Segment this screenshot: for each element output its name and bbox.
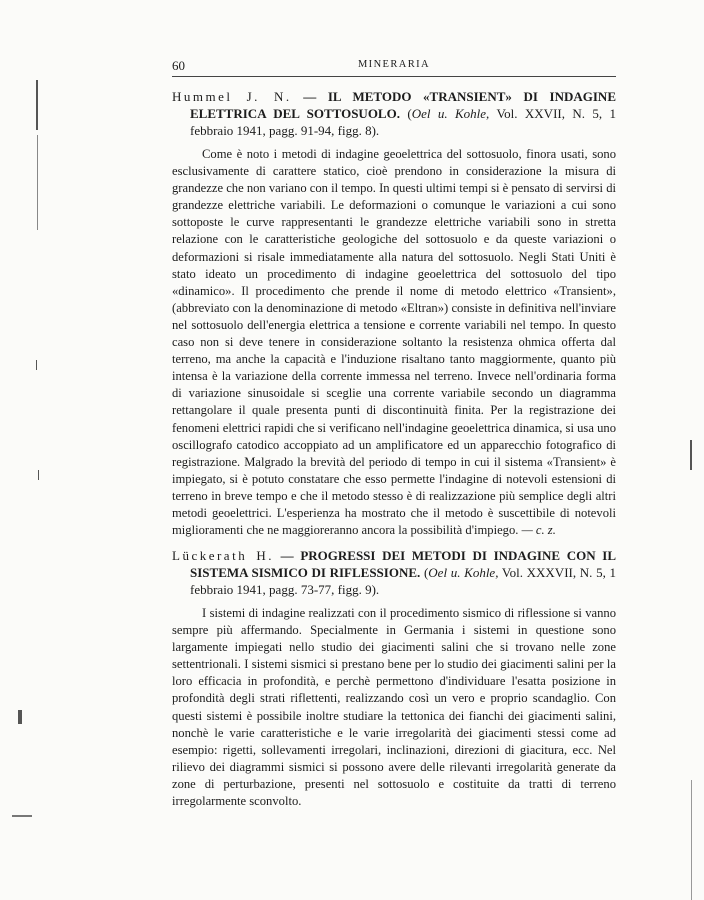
header-rule: [172, 76, 616, 77]
entry-dash: —: [291, 89, 328, 104]
entry-body: I sistemi di indagine realizzati con il procedimento sismico di riflessione si vanno sempre più affermando. Specialmente in Germania i sistemi in questione sono largamente impiegati nello studio dei giacimenti salini che si trovano nelle zone settentrionali. I sistemi sismici si prestano bene per lo studio dei giacimenti salini per la loro efficacia in profondità, e perchè permettono d'individuare l'esatta posizione in profondità degli strati riflettenti, realizzando così un vero e proprio scandaglio. Con questi sistemi è possibile inoltre studiare la tettonica dei fianchi dei giacimenti salini, nonchè le varie caratteristiche e le varie irregolarità dei giacimenti stessi come ad esempio: rigetti, sollevamenti irregolari, inclinazioni, direzioni di giacitura, ecc. Nel rilievo dei diagrammi sismici si possono avere delle rilevanti irregolarità generate da zone di perturbazione, presenti nel sottosuolo e costituite da tratti di terreno irregolarmente sconvolto.: [172, 606, 616, 809]
scan-mark: [690, 440, 692, 470]
citation-details: Vol. XXXVII, N. 5, 1 febbraio 1941, pagg. 73-77, figg. 9).: [190, 565, 616, 597]
right-margin-scan-marks: [684, 0, 704, 900]
scan-mark: [691, 780, 692, 900]
scan-mark: [18, 710, 22, 724]
entry-author: Lückerath H.: [172, 548, 274, 563]
page-header: [172, 54, 616, 74]
left-margin-scan-marks: [0, 0, 60, 900]
entry-citation: (Oel u. Kohle, Vol. XXVII, N. 5, 1 febbraio 1941, pagg. 91-94, figg. 8).: [190, 106, 617, 138]
entry-signature: — c. z.: [521, 523, 556, 538]
abstract-entry: [172, 547, 616, 810]
citation-details: Vol. XXVII, N. 5, 1 febbraio 1941, pagg. 91-94, figg. 8).: [190, 106, 617, 138]
entry-title: PROGRESSI DEI METODI DI INDAGINE CON IL SISTEMA SISMICO DI RIFLESSIONE.: [190, 548, 616, 580]
scan-mark: [12, 815, 32, 817]
entry-body-text: Come è noto i metodi di indagine geoelettrica del sottosuolo, finora usati, sono esclusivamente di carattere statico, cioè prendono in considerazione la misura di grandezze che non variano con il tempo. In questi ultimi tempi si è pensato di servirsi di grandezze elettriche variabili. Le deformazioni o comunque le variazioni a cui sono sottoposte le curve rappresentanti le grandezze elettriche variabili sono in stretta relazione con le caratteristiche geologiche del sottosuolo e da queste variazioni o deformazioni si risale immediatamente alla natura del sottosuolo. Negli Stati Uniti è stato ideato un procedimento di indagine geoelettrica del sottosuolo del tipo «dinamico». Il procedimento che prende il nome di metodo elettrico «Transient», (abbreviato con la denominazione di metodo «Eltran») consiste in definitiva nell'inviare nel sottosuolo dell'energia elettrica a tensione e corrente variabili nel tempo. In questo caso non si deve tenere in considerazione soltanto la resistenza ohmica offerta dal terreno, ma anche la capacità e l'induzione risaltano tanto maggiormente, quanto più intensa è la variazione della corrente immessa nel terreno. Invece nell'ordinaria forma di variazione sinusoidale si sceglie una corrente variabile secondo un diagramma rettangolare il quale presenta punti di discontinuità finita. Per la registrazione dei fenomeni elettrici rapidi che si verificano nell'indagine geoelettrica dinamica, si usa uno oscillografo catodico accoppiato ad un amplificatore ed un apparecchio fotografico di registrazione. Malgrado la brevità del periodo di tempo in cui il sistema «Transient» è impiegato, si è potuto constatare che esso permette l'indagine di notevoli estensioni di terreno in breve tempo e che il metodo stesso è di realizzazione più semplice degli altri metodi geoelettrici. L'esperienza ha mostrato che il metodo è suscettibile di notevoli miglioramenti che ne maggioreranno ancora la possibilità d'impiego.: [172, 147, 616, 538]
abstract-entry: [172, 88, 616, 539]
entry-title: IL METODO «TRANSIENT» DI INDAGINE ELETTRICA DEL SOTTOSUOLO.: [190, 89, 616, 121]
scan-mark: [36, 360, 37, 370]
entry-author: Hummel J. N.: [172, 89, 292, 104]
entry-body: [172, 146, 616, 539]
scan-mark: [36, 80, 38, 130]
scan-mark: [37, 135, 38, 230]
journal-name: Oel u. Kohle,: [411, 106, 490, 121]
entry-citation: (Oel u. Kohle, Vol. XXXVII, N. 5, 1 febbraio 1941, pagg. 73-77, figg. 9).: [190, 565, 616, 597]
running-title: MINERARIA: [357, 59, 431, 70]
entry-heading: [172, 547, 616, 598]
entry-dash: —: [274, 548, 301, 563]
page-number: 60: [172, 58, 185, 73]
journal-name: Oel u. Kohle,: [428, 565, 499, 580]
scan-mark: [38, 470, 39, 480]
entry-heading: [172, 88, 616, 139]
